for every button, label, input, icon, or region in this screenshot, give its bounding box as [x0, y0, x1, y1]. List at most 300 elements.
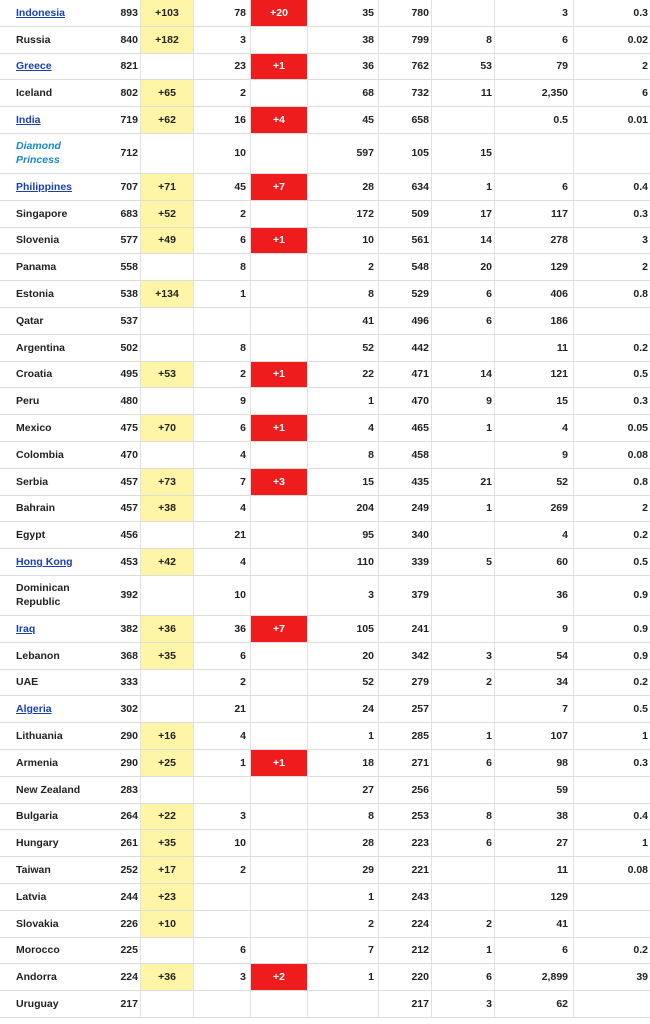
cases-per-million-value: 6: [562, 180, 568, 193]
table-row: [0, 830, 650, 857]
new-cases-cell: [140, 335, 194, 361]
serious-critical-cell: [432, 830, 494, 856]
total-deaths-cell: [194, 228, 250, 254]
serious-critical-cell: [432, 804, 494, 830]
table-row: [0, 576, 650, 616]
total-recovered-value: 1: [368, 971, 374, 984]
cases-per-million-cell: [494, 670, 574, 696]
total-cases-cell: [110, 362, 140, 388]
total-recovered-cell: [308, 54, 378, 80]
deaths-per-million-cell: [574, 388, 650, 414]
deaths-per-million-cell: [574, 522, 650, 548]
new-cases-value: +73: [158, 475, 176, 488]
country-cell: [0, 804, 110, 830]
active-cases-cell: [378, 107, 432, 133]
deaths-per-million-value: 0.4: [633, 810, 648, 823]
country-cell[interactable]: [0, 174, 110, 200]
cases-per-million-value: 27: [556, 837, 568, 850]
total-cases-value: 333: [120, 676, 138, 689]
serious-critical-cell: [432, 938, 494, 964]
deaths-per-million-value: 0.9: [633, 622, 648, 635]
serious-critical-value: 6: [486, 314, 492, 327]
deaths-per-million-cell: [574, 723, 650, 749]
total-deaths-value: 8: [240, 261, 246, 274]
new-cases-value: +36: [158, 971, 176, 984]
new-cases-cell: [140, 80, 194, 106]
deaths-per-million-cell: [574, 804, 650, 830]
new-cases-value: +25: [158, 756, 176, 769]
country-cell: [0, 884, 110, 910]
total-recovered-cell: [308, 750, 378, 776]
total-recovered-cell: [308, 469, 378, 495]
total-deaths-value: 1: [240, 756, 246, 769]
total-deaths-value: 10: [234, 589, 246, 602]
cases-per-million-value: 11: [556, 341, 568, 354]
new-cases-cell: [140, 938, 194, 964]
total-recovered-value: 172: [356, 207, 374, 220]
total-recovered-cell: [308, 308, 378, 334]
total-cases-value: 252: [120, 864, 138, 876]
total-deaths-value: 2: [240, 207, 246, 220]
total-cases-value: 537: [120, 314, 138, 327]
new-cases-cell: [140, 27, 194, 53]
table-row: [0, 938, 650, 965]
new-deaths-value: +1: [273, 422, 285, 435]
total-recovered-cell: [308, 0, 378, 26]
country-cell[interactable]: [0, 54, 110, 80]
cases-per-million-cell: [494, 80, 574, 106]
serious-critical-cell: [432, 643, 494, 669]
country-link[interactable]: Hong Kong: [16, 556, 73, 569]
total-deaths-cell: [194, 469, 250, 495]
deaths-per-million-cell: [574, 80, 650, 106]
total-cases-cell: [110, 911, 140, 937]
cases-per-million-value: 6: [562, 33, 568, 46]
cases-per-million-value: 186: [550, 314, 568, 327]
cases-per-million-cell: [494, 938, 574, 964]
active-cases-value: 243: [411, 890, 429, 903]
total-recovered-value: 18: [362, 756, 374, 769]
deaths-per-million-value: 0.2: [633, 341, 648, 354]
new-deaths-value: +2: [273, 971, 285, 984]
cases-per-million-value: 11: [556, 864, 568, 876]
serious-critical-cell: [432, 750, 494, 776]
total-recovered-value: 8: [368, 448, 374, 461]
total-recovered-value: 24: [362, 703, 374, 716]
total-recovered-cell: [308, 911, 378, 937]
total-recovered-value: 1: [368, 395, 374, 408]
total-deaths-value: 21: [234, 703, 246, 716]
new-deaths-value: +7: [273, 180, 285, 193]
new-cases-cell: [140, 884, 194, 910]
new-cases-value: +71: [158, 180, 176, 193]
country-link[interactable]: Diamond Princess: [16, 140, 61, 167]
active-cases-cell: [378, 54, 432, 80]
total-cases-value: 290: [120, 756, 138, 769]
total-cases-value: 302: [120, 703, 138, 716]
deaths-per-million-value: 0.3: [633, 207, 648, 220]
table-row: [0, 964, 650, 991]
new-deaths-value: +1: [273, 60, 285, 73]
country-cell: [0, 911, 110, 937]
country-link[interactable]: Greece: [16, 60, 52, 73]
cases-per-million-value: 406: [550, 288, 568, 301]
serious-critical-value: 6: [486, 756, 492, 769]
deaths-per-million-cell: [574, 134, 650, 173]
deaths-per-million-value: 0.08: [627, 864, 648, 876]
total-recovered-value: 1: [368, 890, 374, 903]
cases-per-million-value: 4: [562, 529, 568, 542]
total-recovered-value: 2: [368, 261, 374, 274]
new-deaths-value: +1: [273, 368, 285, 381]
serious-critical-cell: [432, 134, 494, 173]
total-cases-cell: [110, 54, 140, 80]
country-name: Bulgaria: [16, 810, 59, 823]
country-cell: [0, 228, 110, 254]
table-row: [0, 884, 650, 911]
total-deaths-cell: [194, 576, 250, 615]
total-deaths-cell: [194, 201, 250, 227]
table-row: [0, 415, 650, 442]
new-deaths-cell: [250, 442, 308, 468]
cases-per-million-value: 117: [551, 207, 568, 220]
total-cases-cell: [110, 884, 140, 910]
cases-per-million-value: 107: [550, 730, 568, 743]
total-deaths-cell: [194, 254, 250, 280]
cases-per-million-value: 62: [556, 997, 568, 1010]
total-recovered-cell: [308, 496, 378, 522]
deaths-per-million-cell: [574, 228, 650, 254]
new-cases-cell: [140, 201, 194, 227]
new-cases-cell: [140, 0, 194, 26]
new-deaths-cell: [250, 938, 308, 964]
country-cell[interactable]: [0, 696, 110, 722]
new-deaths-cell: [250, 134, 308, 173]
country-cell: [0, 777, 110, 803]
country-cell[interactable]: [0, 107, 110, 133]
active-cases-cell: [378, 496, 432, 522]
total-cases-cell: [110, 723, 140, 749]
active-cases-cell: [378, 857, 432, 883]
cases-per-million-cell: [494, 228, 574, 254]
deaths-per-million-value: 0.5: [633, 556, 648, 569]
cases-per-million-value: 2,899: [541, 971, 568, 984]
table-row: [0, 670, 650, 697]
total-deaths-value: 16: [234, 114, 246, 127]
cases-per-million-cell: [494, 415, 574, 441]
new-cases-value: +38: [158, 502, 176, 515]
table-row: [0, 27, 650, 54]
cases-per-million-cell: [494, 107, 574, 133]
total-deaths-cell: [194, 308, 250, 334]
serious-critical-value: 20: [480, 261, 492, 274]
deaths-per-million-cell: [574, 964, 650, 990]
total-cases-cell: [110, 107, 140, 133]
active-cases-value: 458: [411, 448, 429, 461]
new-cases-cell: [140, 549, 194, 575]
country-link[interactable]: India: [16, 114, 41, 127]
country-cell[interactable]: [0, 0, 110, 26]
country-name: Panama: [16, 261, 57, 274]
new-cases-cell: [140, 616, 194, 642]
new-cases-value: +42: [158, 556, 176, 569]
serious-critical-cell: [432, 991, 494, 1017]
country-cell: [0, 80, 110, 106]
new-cases-cell: [140, 670, 194, 696]
deaths-per-million-cell: [574, 0, 650, 26]
new-deaths-value: +20: [270, 6, 288, 19]
active-cases-cell: [378, 308, 432, 334]
table-row: [0, 362, 650, 389]
cases-per-million-value: 7: [562, 703, 568, 716]
deaths-per-million-cell: [574, 670, 650, 696]
cases-per-million-cell: [494, 750, 574, 776]
new-cases-cell: [140, 911, 194, 937]
new-deaths-cell: [250, 777, 308, 803]
total-cases-cell: [110, 522, 140, 548]
total-cases-value: 283: [120, 783, 138, 796]
active-cases-value: 658: [411, 114, 429, 127]
cases-per-million-cell: [494, 549, 574, 575]
deaths-per-million-cell: [574, 991, 650, 1017]
new-deaths-cell: [250, 308, 308, 334]
table-row: [0, 107, 650, 134]
active-cases-cell: [378, 991, 432, 1017]
new-cases-cell: [140, 442, 194, 468]
table-row: [0, 281, 650, 308]
new-cases-cell: [140, 857, 194, 883]
active-cases-value: 221: [411, 864, 429, 876]
new-deaths-cell: [250, 911, 308, 937]
total-deaths-cell: [194, 857, 250, 883]
new-cases-cell: [140, 174, 194, 200]
serious-critical-value: 53: [480, 60, 492, 73]
country-link[interactable]: Philippines: [16, 180, 73, 193]
cases-per-million-value: 4: [562, 422, 568, 435]
active-cases-cell: [378, 469, 432, 495]
total-recovered-value: 15: [362, 475, 374, 488]
country-name: Hungary: [16, 837, 59, 850]
active-cases-value: 762: [411, 60, 429, 73]
cases-per-million-value: 121: [550, 368, 568, 381]
serious-critical-cell: [432, 388, 494, 414]
active-cases-cell: [378, 174, 432, 200]
serious-critical-cell: [432, 362, 494, 388]
total-recovered-cell: [308, 723, 378, 749]
cases-per-million-value: 2,350: [541, 87, 568, 100]
total-deaths-cell: [194, 442, 250, 468]
deaths-per-million-cell: [574, 549, 650, 575]
total-cases-value: 802: [120, 87, 138, 100]
country-link[interactable]: Algeria: [16, 703, 52, 716]
country-cell: [0, 750, 110, 776]
new-deaths-cell: [250, 0, 308, 26]
country-link[interactable]: Iraq: [16, 622, 36, 635]
total-cases-cell: [110, 991, 140, 1017]
total-deaths-value: 6: [240, 422, 246, 435]
table-row: [0, 174, 650, 201]
country-cell: [0, 964, 110, 990]
deaths-per-million-value: 2: [642, 261, 648, 274]
serious-critical-cell: [432, 107, 494, 133]
new-deaths-cell: [250, 804, 308, 830]
country-cell: [0, 991, 110, 1017]
active-cases-value: 249: [411, 502, 429, 515]
deaths-per-million-value: 0.5: [633, 703, 648, 716]
total-recovered-value: 8: [368, 288, 374, 301]
active-cases-cell: [378, 388, 432, 414]
serious-critical-value: 1: [486, 180, 492, 193]
country-cell: [0, 335, 110, 361]
country-cell[interactable]: [0, 616, 110, 642]
deaths-per-million-value: 0.3: [633, 395, 648, 408]
active-cases-cell: [378, 576, 432, 615]
active-cases-cell: [378, 830, 432, 856]
new-cases-cell: [140, 696, 194, 722]
active-cases-value: 224: [411, 917, 429, 930]
total-recovered-cell: [308, 643, 378, 669]
deaths-per-million-cell: [574, 201, 650, 227]
active-cases-value: 634: [411, 180, 429, 193]
total-recovered-cell: [308, 696, 378, 722]
serious-critical-value: 9: [486, 395, 492, 408]
total-cases-value: 840: [120, 33, 138, 46]
total-recovered-value: 7: [368, 944, 374, 957]
country-name: Iceland: [16, 87, 53, 100]
deaths-per-million-value: 0.2: [633, 529, 648, 542]
country-cell: [0, 938, 110, 964]
new-deaths-value: +1: [273, 756, 285, 769]
total-deaths-cell: [194, 415, 250, 441]
total-deaths-value: 21: [234, 529, 246, 542]
deaths-per-million-value: 0.01: [627, 114, 648, 127]
deaths-per-million-cell: [574, 911, 650, 937]
serious-critical-cell: [432, 228, 494, 254]
country-cell: [0, 362, 110, 388]
cases-per-million-value: 15: [556, 395, 568, 408]
table-row: [0, 857, 650, 884]
cases-per-million-cell: [494, 362, 574, 388]
total-deaths-cell: [194, 884, 250, 910]
deaths-per-million-value: 2: [642, 502, 648, 515]
total-deaths-cell: [194, 777, 250, 803]
total-recovered-cell: [308, 415, 378, 441]
total-deaths-cell: [194, 830, 250, 856]
total-recovered-cell: [308, 670, 378, 696]
total-deaths-cell: [194, 281, 250, 307]
country-cell: [0, 857, 110, 883]
country-name: Taiwan: [16, 864, 51, 876]
cases-per-million-cell: [494, 442, 574, 468]
country-cell[interactable]: [0, 134, 110, 173]
deaths-per-million-value: 1: [642, 730, 648, 743]
cases-per-million-cell: [494, 696, 574, 722]
deaths-per-million-value: 39: [636, 971, 648, 984]
country-cell: [0, 643, 110, 669]
total-recovered-cell: [308, 335, 378, 361]
active-cases-cell: [378, 80, 432, 106]
cases-per-million-value: 278: [550, 234, 568, 247]
deaths-per-million-value: 3: [642, 234, 648, 247]
new-deaths-cell: [250, 54, 308, 80]
active-cases-value: 339: [411, 556, 429, 569]
serious-critical-cell: [432, 469, 494, 495]
new-cases-value: +182: [155, 33, 179, 46]
total-recovered-value: 41: [362, 314, 374, 327]
cases-per-million-cell: [494, 576, 574, 615]
active-cases-cell: [378, 616, 432, 642]
total-recovered-cell: [308, 777, 378, 803]
total-cases-cell: [110, 201, 140, 227]
country-name: Russia: [16, 33, 51, 46]
deaths-per-million-value: 6: [642, 87, 648, 100]
total-recovered-cell: [308, 576, 378, 615]
deaths-per-million-cell: [574, 362, 650, 388]
serious-critical-value: 6: [486, 837, 492, 850]
cases-per-million-cell: [494, 830, 574, 856]
cases-per-million-value: 129: [550, 261, 568, 274]
active-cases-cell: [378, 442, 432, 468]
country-cell: [0, 27, 110, 53]
new-deaths-cell: [250, 857, 308, 883]
total-deaths-cell: [194, 335, 250, 361]
total-cases-value: 470: [120, 448, 138, 461]
table-row: [0, 442, 650, 469]
country-name: Armenia: [16, 756, 59, 769]
total-cases-cell: [110, 804, 140, 830]
total-cases-value: 244: [120, 890, 138, 903]
total-deaths-cell: [194, 804, 250, 830]
total-cases-value: 226: [120, 917, 138, 930]
country-cell: [0, 281, 110, 307]
active-cases-value: 241: [411, 622, 429, 635]
serious-critical-value: 1: [486, 730, 492, 743]
new-cases-cell: [140, 134, 194, 173]
cases-per-million-cell: [494, 281, 574, 307]
total-cases-cell: [110, 616, 140, 642]
active-cases-value: 253: [411, 810, 429, 823]
total-deaths-cell: [194, 616, 250, 642]
cases-per-million-cell: [494, 804, 574, 830]
new-deaths-cell: [250, 884, 308, 910]
table-row: [0, 254, 650, 281]
total-recovered-cell: [308, 388, 378, 414]
deaths-per-million-value: 0.8: [633, 475, 648, 488]
country-name: Andorra: [16, 971, 57, 984]
cases-per-million-cell: [494, 857, 574, 883]
serious-critical-cell: [432, 884, 494, 910]
total-cases-cell: [110, 857, 140, 883]
cases-per-million-value: 36: [556, 589, 568, 602]
new-cases-cell: [140, 991, 194, 1017]
total-cases-cell: [110, 415, 140, 441]
active-cases-cell: [378, 415, 432, 441]
new-cases-value: +70: [158, 422, 176, 435]
table-row: [0, 469, 650, 496]
new-deaths-cell: [250, 670, 308, 696]
cases-per-million-value: 79: [556, 60, 568, 73]
table-row: [0, 496, 650, 523]
country-name: New Zealand: [16, 783, 81, 796]
deaths-per-million-value: 0.5: [633, 368, 648, 381]
new-deaths-cell: [250, 80, 308, 106]
table-row: [0, 0, 650, 27]
cases-per-million-value: 34: [556, 676, 568, 689]
country-cell[interactable]: [0, 549, 110, 575]
total-recovered-cell: [308, 442, 378, 468]
total-cases-cell: [110, 388, 140, 414]
country-link[interactable]: Indonesia: [16, 6, 66, 19]
